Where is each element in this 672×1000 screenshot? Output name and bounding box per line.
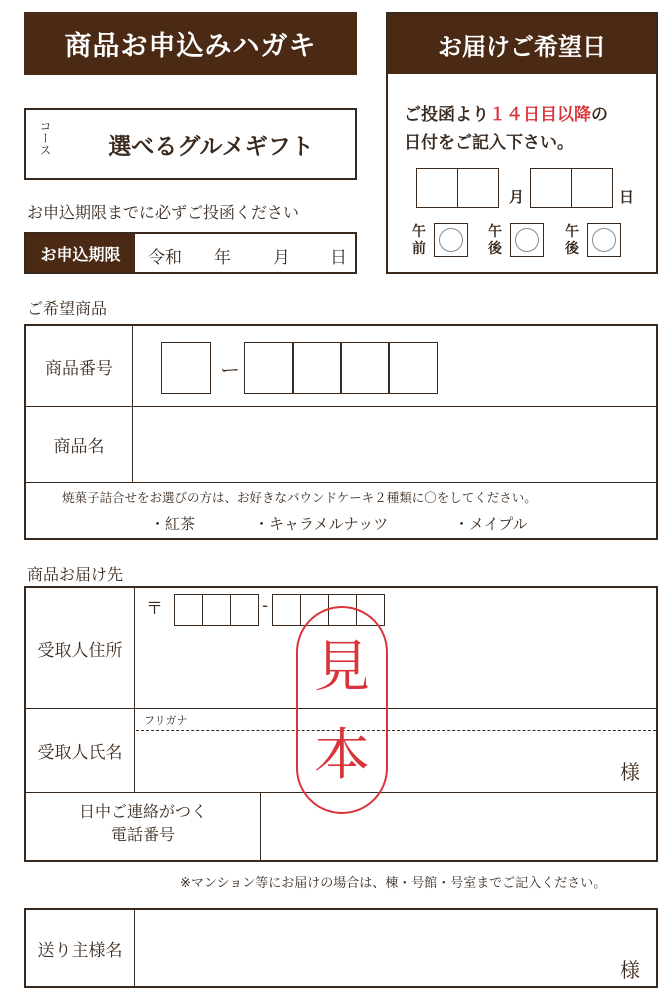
furigana-divider [136, 730, 656, 731]
delivery-date-title: お届けご希望日 [388, 14, 656, 74]
slot-am-top: 午 [412, 224, 426, 240]
course-box [24, 108, 357, 180]
day-digit-box[interactable] [530, 168, 572, 208]
stamp-char-2: 本 [314, 723, 370, 788]
mansion-note: ※マンション等にお届けの場合は、棟・号館・号室までご記入ください。 [180, 876, 607, 891]
postal-dash: - [262, 596, 269, 616]
cake-note: 焼菓子詰合せをお選びの方は、お好きなパウンドケーキ２種類に〇をしてください。 [62, 490, 537, 505]
delivery-instruction-line2: 日付をご記入下さい。 [404, 133, 574, 153]
postal-mark: 〒 [146, 599, 163, 619]
slot-pm-top: 午 [488, 224, 502, 240]
slot-pm-circle [515, 228, 539, 252]
cake-option-tea[interactable]: ・紅茶 [150, 515, 196, 533]
furigana-label: フリガナ [144, 714, 188, 727]
form-title: 商品お申込みハガキ [64, 31, 317, 62]
slot-pm2-bottom: 後 [565, 241, 579, 257]
slot-am-circle [439, 228, 463, 252]
form-title-banner [24, 12, 357, 75]
slot-pm2-top: 午 [565, 224, 579, 240]
course-name: 選べるグルメギフト [108, 133, 314, 160]
product-number-box[interactable] [244, 342, 294, 394]
product-name-label: 商品名 [53, 436, 105, 457]
course-vertical-label: コース [38, 120, 52, 156]
slot-am-bottom: 前 [412, 241, 426, 257]
recipient-section-title: 商品お届け先 [27, 565, 124, 584]
product-section-title: ご希望商品 [27, 299, 108, 318]
cake-option-maple[interactable]: ・メイプル [454, 515, 528, 533]
slot-am[interactable] [412, 221, 482, 261]
address-label: 受取人住所 [37, 640, 123, 661]
cake-option-caramel[interactable]: ・キャラメルナッツ [254, 515, 389, 533]
product-number-box[interactable] [292, 342, 342, 394]
phone-label-line2: 電話番号 [110, 825, 175, 844]
sender-label: 送り主様名 [37, 940, 123, 961]
product-name-field[interactable] [134, 408, 654, 480]
postal-box[interactable] [230, 594, 259, 626]
day-label: 日 [619, 188, 635, 206]
product-number-box[interactable] [388, 342, 438, 394]
day-digit-box[interactable] [571, 168, 613, 208]
postal-box[interactable] [174, 594, 203, 626]
recipient-name-label: 受取人氏名 [37, 742, 123, 763]
month-digit-box[interactable] [457, 168, 499, 208]
slot-pm[interactable] [488, 221, 558, 261]
phone-label-line1: 日中ご連絡がつく [78, 802, 207, 821]
phone-label [26, 800, 260, 846]
month-label: 月 [509, 188, 525, 206]
postal-box[interactable] [272, 594, 301, 626]
product-number-label: 商品番号 [45, 358, 113, 379]
product-number-box[interactable] [340, 342, 390, 394]
deadline-label: お申込期限 [26, 234, 135, 272]
instruction-post: の [591, 105, 608, 125]
address-field[interactable] [136, 630, 654, 706]
recipient-sama: 様 [620, 760, 640, 784]
month-digit-box[interactable] [416, 168, 458, 208]
instruction-pre: ご投函より [404, 105, 489, 125]
product-table [24, 324, 658, 540]
sender-sama: 様 [620, 958, 640, 982]
slot-pm2[interactable] [565, 221, 635, 261]
product-number-dash: ー [220, 358, 240, 382]
deadline-note: お申込期限までに必ずご投函ください [27, 203, 300, 222]
stamp-char-1: 見 [314, 635, 370, 700]
slot-pm-bottom: 後 [488, 241, 502, 257]
slot-pm2-circle [592, 228, 616, 252]
instruction-red: １４日目以降 [489, 105, 591, 125]
deadline-era: 令和 [148, 248, 182, 268]
postal-box[interactable] [202, 594, 231, 626]
product-number-box[interactable] [161, 342, 211, 394]
delivery-instruction [404, 100, 608, 125]
delivery-date-box [386, 12, 658, 274]
deadline-year: 年 [214, 248, 231, 268]
deadline-row [24, 232, 357, 274]
sender-row [24, 908, 658, 988]
sender-name-field[interactable] [136, 912, 616, 984]
deadline-month: 月 [273, 248, 290, 268]
deadline-day: 日 [330, 248, 347, 268]
sample-stamp [296, 606, 388, 814]
